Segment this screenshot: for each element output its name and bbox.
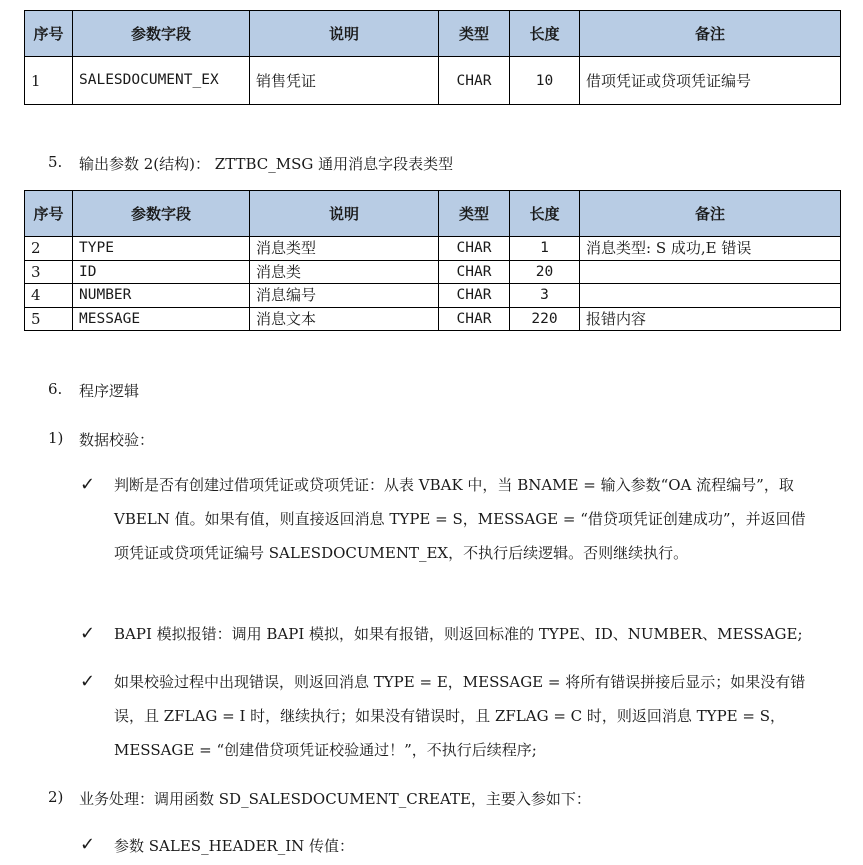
cell-type: CHAR xyxy=(439,237,510,261)
section-5-number: 5. xyxy=(48,153,63,171)
table-row xyxy=(25,284,841,308)
cell-length: 3 xyxy=(510,284,580,308)
col-header-note: 备注 xyxy=(580,11,841,57)
table-header-row xyxy=(25,191,841,237)
cell-seq: 4 xyxy=(25,284,73,308)
cell-seq: 5 xyxy=(25,307,73,331)
cell-note xyxy=(580,284,841,308)
table-row xyxy=(25,237,841,261)
table-row xyxy=(25,307,841,331)
subsection-1-title: 数据校验： xyxy=(79,431,155,449)
checkmark-icon: ✓ xyxy=(80,623,96,644)
cell-type: CHAR xyxy=(439,57,510,105)
col-header-desc: 说明 xyxy=(250,191,439,237)
cell-type: CHAR xyxy=(439,260,510,284)
cell-length: 10 xyxy=(510,57,580,105)
table-row xyxy=(25,57,841,105)
section-6-title: 程序逻辑 xyxy=(79,382,140,400)
cell-length: 220 xyxy=(510,307,580,331)
cell-desc: 消息类 xyxy=(250,260,439,284)
col-header-field: 参数字段 xyxy=(73,11,250,57)
col-header-type: 类型 xyxy=(439,11,510,57)
col-header-type: 类型 xyxy=(439,191,510,237)
section-6-number: 6. xyxy=(48,380,63,398)
table-header-row xyxy=(25,11,841,57)
checkmark-icon: ✓ xyxy=(80,474,96,495)
cell-note xyxy=(580,260,841,284)
col-header-length: 长度 xyxy=(510,191,580,237)
cell-desc: 消息文本 xyxy=(250,307,439,331)
col-header-length: 长度 xyxy=(510,11,580,57)
col-header-desc: 说明 xyxy=(250,11,439,57)
cell-type: CHAR xyxy=(439,307,510,331)
section-5-title: 输出参数 2(结构)： ZTTBC_MSG 通用消息字段表类型 xyxy=(79,155,454,173)
cell-field: ID xyxy=(73,260,250,284)
cell-seq: 3 xyxy=(25,260,73,284)
cell-field: TYPE xyxy=(73,237,250,261)
cell-seq: 2 xyxy=(25,237,73,261)
col-header-seq: 序号 xyxy=(25,191,73,237)
subsection-2-number: 2) xyxy=(48,788,64,806)
cell-field: NUMBER xyxy=(73,284,250,308)
col-header-seq: 序号 xyxy=(25,11,73,57)
subsection-2-title: 业务处理：调用函数 SD_SALESDOCUMENT_CREATE，主要入参如下： xyxy=(79,790,591,808)
table-row xyxy=(25,260,841,284)
cell-type: CHAR xyxy=(439,284,510,308)
bullet-paragraph: BAPI 模拟报错：调用 BAPI 模拟，如果有报错，则返回标准的 TYPE、ID、NUMBER、MESSAGE; xyxy=(114,625,803,643)
subsection-1-number: 1) xyxy=(48,429,64,447)
checkmark-icon: ✓ xyxy=(80,834,96,855)
cell-length: 1 xyxy=(510,237,580,261)
input-param-table xyxy=(24,10,841,105)
output-param-table xyxy=(24,190,841,331)
cell-field: MESSAGE xyxy=(73,307,250,331)
bullet-paragraph: 参数 SALES_HEADER_IN 传值： xyxy=(114,837,355,855)
cell-desc: 消息类型 xyxy=(250,237,439,261)
bullet-paragraph: 判断是否有创建过借项凭证或贷项凭证：从表 VBAK 中，当 BNAME = 输入参数“OA 流程编号”，取 VBELN 值。如果有值，则直接返回消息 TYPE = S，MESSAGE = “借贷项凭证创建成功”，并返回借项凭证或贷项凭证编号 SALESDOCUMENT_EX，不执行后续逻辑。否则继续执行。 xyxy=(114,476,806,562)
cell-note: 借项凭证或贷项凭证编号 xyxy=(580,57,841,105)
checkmark-icon: ✓ xyxy=(80,671,96,692)
cell-field: SALESDOCUMENT_EX xyxy=(73,57,250,105)
cell-desc: 消息编号 xyxy=(250,284,439,308)
cell-note: 报错内容 xyxy=(580,307,841,331)
col-header-field: 参数字段 xyxy=(73,191,250,237)
col-header-note: 备注 xyxy=(580,191,841,237)
cell-seq: 1 xyxy=(25,57,73,105)
cell-desc: 销售凭证 xyxy=(250,57,439,105)
bullet-paragraph: 如果校验过程中出现错误，则返回消息 TYPE = E，MESSAGE = 将所有错误拼接后显示；如果没有错误，且 ZFLAG = I 时，继续执行；如果没有错误时，且 ZFLAG = C 时，则返回消息 TYPE = S，MESSAGE = “创建借贷项凭证校验通过！”，不执行后续程序; xyxy=(114,673,806,759)
cell-length: 20 xyxy=(510,260,580,284)
cell-note: 消息类型: S 成功,E 错误 xyxy=(580,237,841,261)
